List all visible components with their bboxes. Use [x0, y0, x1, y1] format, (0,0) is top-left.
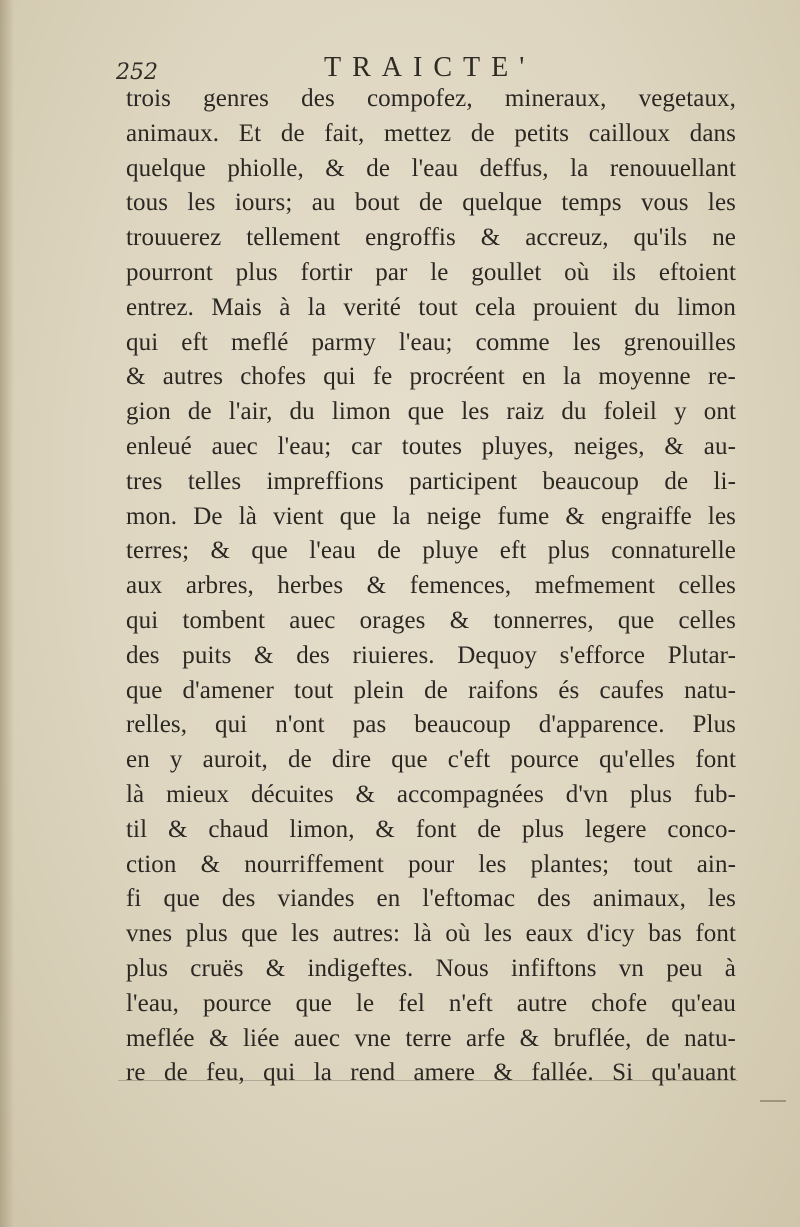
text-line: mon. De là vient que la neige fume & engraiffe les [126, 502, 736, 530]
text-line: l'eau, pource que le fel n'eft autre chofe qu'eau [126, 989, 736, 1017]
bottom-rule [118, 1080, 738, 1081]
text-line: tous les iours; au bout de quelque temps vous les [126, 189, 736, 217]
page-number: 252 [116, 60, 158, 85]
text-line: aux arbres, herbes & femences, mefmement celles [126, 572, 736, 600]
text-line: là mieux décuites & accompagnées d'vn plus fub- [126, 780, 736, 808]
text-line: relles, qui n'ont pas beaucoup d'apparence. Plus [126, 711, 736, 739]
margin-mark [760, 1100, 786, 1102]
running-title: TRAICTE' [324, 52, 536, 83]
text-line: enleué auec l'eau; car toutes pluyes, neiges, & au- [126, 432, 736, 460]
text-line: tres telles impreffions participent beaucoup de li- [126, 467, 736, 495]
text-line: gion de l'air, du limon que les raiz du foleil y ont [126, 398, 736, 426]
text-line: til & chaud limon, & font de plus legere conco- [126, 815, 736, 843]
text-line: des puits & des riuieres. Dequoy s'efforce Plutar- [126, 641, 736, 669]
text-line: qui tombent auec orages & tonnerres, que celles [126, 606, 736, 634]
text-line: terres; & que l'eau de pluye eft plus connaturelle [126, 537, 736, 565]
text-line: ction & nourriffement pour les plantes; tout ain- [126, 850, 736, 878]
text-line: entrez. Mais à la verité tout cela prouient du limon [126, 293, 736, 321]
text-line: plus cruës & indigeftes. Nous infiftons vn peu à [126, 954, 736, 982]
text-line: qui eft meflé parmy l'eau; comme les grenouilles [126, 328, 736, 356]
text-line: pourront plus fortir par le goullet où ils eftoient [126, 258, 736, 286]
text-line: fi que des viandes en l'eftomac des animaux, les [126, 885, 736, 913]
text-line: en y auroit, de dire que c'eft pource qu'elles font [126, 746, 736, 774]
text-line: animaux. Et de fait, mettez de petits cailloux dans [126, 119, 736, 147]
text-line: vnes plus que les autres: là où les eaux d'icy bas font [126, 920, 736, 948]
text-line: trois genres des compofez, mineraux, vegetaux, [126, 85, 736, 112]
text-line: meflée & liée auec vne terre arfe & bruflée, de natu- [126, 1024, 736, 1052]
text-line: re de feu, qui la rend amere & fallée. Si qu'auant [126, 1059, 736, 1087]
text-line: trouuerez tellement engroffis & accreuz, qu'ils ne [126, 224, 736, 252]
text-line: quelque phiolle, & de l'eau deffus, la renouuellant [126, 154, 736, 182]
text-line: & autres chofes qui fe procréent en la moyenne re- [126, 363, 736, 391]
body-text [126, 82, 736, 1091]
text-line: que d'amener tout plein de raifons és caufes natu- [126, 676, 736, 704]
page-gutter-shadow [0, 0, 14, 1227]
